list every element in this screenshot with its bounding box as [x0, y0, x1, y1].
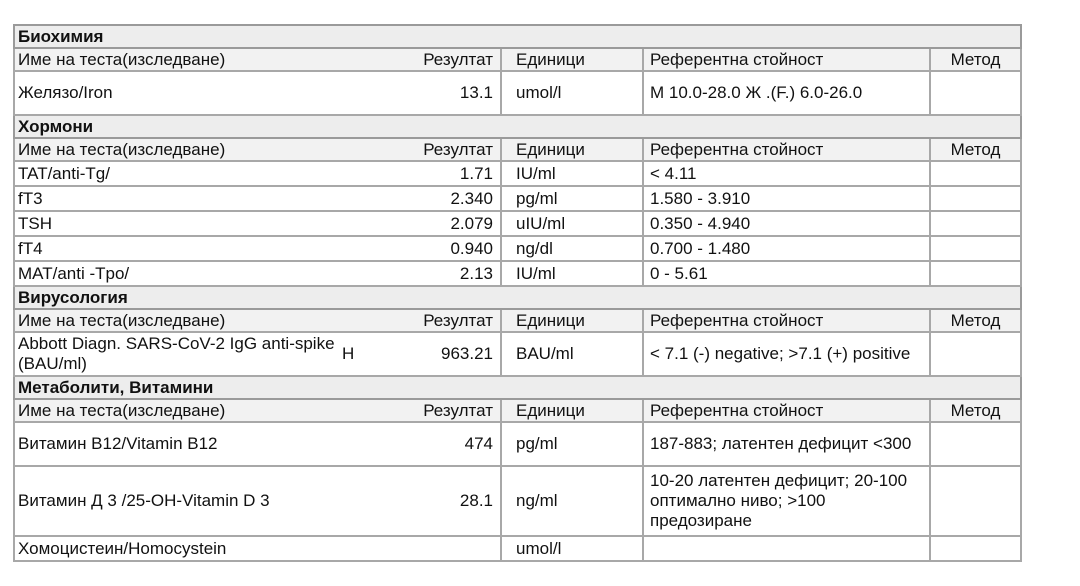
result-flag — [342, 422, 397, 466]
result-units: ng/dl — [501, 236, 643, 261]
result-units: umol/l — [501, 536, 643, 561]
reference-range: М 10.0-28.0 Ж .(F.) 6.0-26.0 — [643, 71, 930, 115]
test-name: fT4 — [14, 236, 342, 261]
result-flag — [342, 161, 397, 186]
header-name: Име на теста(изследване) — [14, 309, 342, 332]
header-method: Метод — [930, 399, 1021, 422]
test-name: fT3 — [14, 186, 342, 211]
header-name: Име на теста(изследване) — [14, 138, 342, 161]
method — [930, 261, 1021, 286]
method — [930, 161, 1021, 186]
result-value: 2.079 — [397, 211, 501, 236]
result-units: IU/ml — [501, 161, 643, 186]
table-row — [14, 536, 1021, 561]
header-result: Резултат — [342, 309, 501, 332]
header-units: Единици — [501, 399, 643, 422]
reference-range: 187-883; латентен дефицит <300 — [643, 422, 930, 466]
header-result: Резултат — [342, 48, 501, 71]
method — [930, 422, 1021, 466]
result-flag — [342, 236, 397, 261]
result-units: pg/ml — [501, 422, 643, 466]
column-header-row — [14, 309, 1021, 332]
header-name: Име на теста(изследване) — [14, 48, 342, 71]
column-header-row — [14, 399, 1021, 422]
result-units: uIU/ml — [501, 211, 643, 236]
header-result: Резултат — [342, 399, 501, 422]
test-name: Витамин Д 3 /25-OH-Vitamin D 3 — [14, 466, 342, 536]
table-row — [14, 186, 1021, 211]
result-flag — [342, 261, 397, 286]
test-name: MAT/anti -Tpo/ — [14, 261, 342, 286]
test-name: Витамин B12/Vitamin B12 — [14, 422, 342, 466]
method — [930, 186, 1021, 211]
section-title: Биохимия — [14, 25, 1021, 48]
reference-range: 1.580 - 3.910 — [643, 186, 930, 211]
reference-range: 0.350 - 4.940 — [643, 211, 930, 236]
header-method: Метод — [930, 48, 1021, 71]
column-header-row — [14, 138, 1021, 161]
result-units: IU/ml — [501, 261, 643, 286]
table-row — [14, 161, 1021, 186]
results-table — [13, 24, 1022, 562]
method — [930, 332, 1021, 376]
result-value: 28.1 — [397, 466, 501, 536]
section-header — [14, 376, 1021, 399]
result-value: 2.340 — [397, 186, 501, 211]
section-header — [14, 286, 1021, 309]
result-flag: H — [342, 332, 397, 376]
test-name: Хомоцистеин/Homocystein — [14, 536, 342, 561]
section-title: Вирусология — [14, 286, 1021, 309]
reference-range: < 4.11 — [643, 161, 930, 186]
result-value: 474 — [397, 422, 501, 466]
result-flag — [342, 211, 397, 236]
test-name: Abbott Diagn. SARS-CoV-2 IgG anti-spike (BAU/ml) — [14, 332, 342, 376]
table-row — [14, 466, 1021, 536]
reference-range: 0 - 5.61 — [643, 261, 930, 286]
table-row — [14, 71, 1021, 115]
header-units: Единици — [501, 309, 643, 332]
result-units: ng/ml — [501, 466, 643, 536]
result-value — [397, 536, 501, 561]
result-units: pg/ml — [501, 186, 643, 211]
reference-range: 10-20 латентен дефицит; 20-100 оптимално ниво; >100 предозиране — [643, 466, 930, 536]
header-name: Име на теста(изследване) — [14, 399, 342, 422]
result-value: 963.21 — [397, 332, 501, 376]
table-row — [14, 211, 1021, 236]
column-header-row — [14, 48, 1021, 71]
result-flag — [342, 536, 397, 561]
result-value: 13.1 — [397, 71, 501, 115]
header-reference: Референтна стойност — [643, 309, 930, 332]
header-reference: Референтна стойност — [643, 138, 930, 161]
method — [930, 466, 1021, 536]
table-row — [14, 261, 1021, 286]
test-name: TSH — [14, 211, 342, 236]
header-units: Единици — [501, 138, 643, 161]
method — [930, 71, 1021, 115]
table-row — [14, 422, 1021, 466]
result-flag — [342, 186, 397, 211]
header-result: Резултат — [342, 138, 501, 161]
method — [930, 536, 1021, 561]
section-title: Хормони — [14, 115, 1021, 138]
result-flag — [342, 71, 397, 115]
test-name: TAT/anti-Tg/ — [14, 161, 342, 186]
header-units: Единици — [501, 48, 643, 71]
result-flag — [342, 466, 397, 536]
header-reference: Референтна стойност — [643, 48, 930, 71]
method — [930, 236, 1021, 261]
section-header — [14, 115, 1021, 138]
test-name: Желязо/Iron — [14, 71, 342, 115]
header-method: Метод — [930, 309, 1021, 332]
method — [930, 211, 1021, 236]
header-reference: Референтна стойност — [643, 399, 930, 422]
lab-results-report — [13, 24, 1020, 562]
table-row — [14, 236, 1021, 261]
reference-range: 0.700 - 1.480 — [643, 236, 930, 261]
result-value: 0.940 — [397, 236, 501, 261]
result-units: umol/l — [501, 71, 643, 115]
section-title: Метаболити, Витамини — [14, 376, 1021, 399]
section-header — [14, 25, 1021, 48]
reference-range — [643, 536, 930, 561]
result-units: BAU/ml — [501, 332, 643, 376]
result-value: 2.13 — [397, 261, 501, 286]
result-value: 1.71 — [397, 161, 501, 186]
table-row — [14, 332, 1021, 376]
reference-range: < 7.1 (-) negative; >7.1 (+) positive — [643, 332, 930, 376]
header-method: Метод — [930, 138, 1021, 161]
